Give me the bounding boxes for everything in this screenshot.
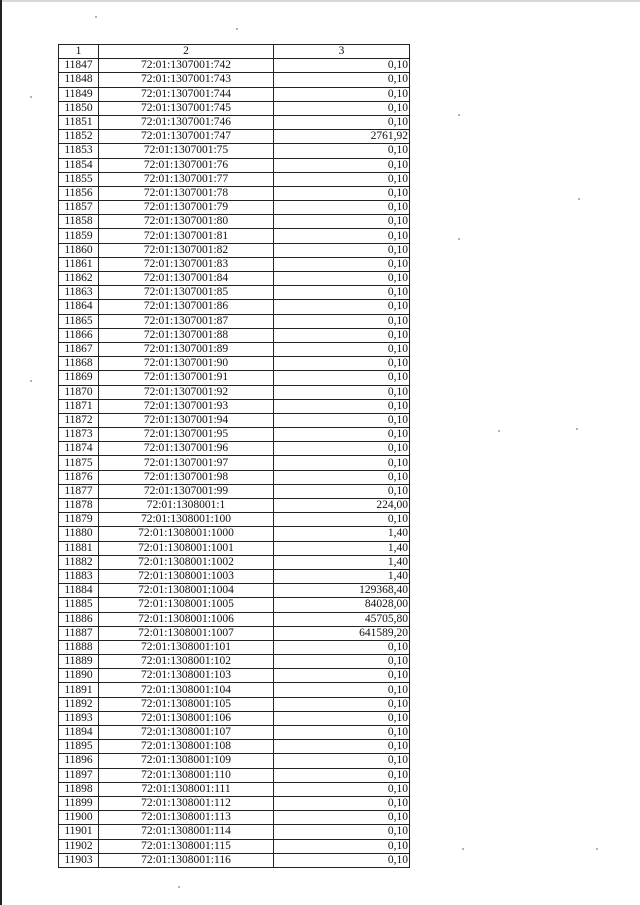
row-number-cell: 11866 (59, 328, 99, 342)
row-number-cell: 11852 (59, 130, 99, 144)
row-number-cell: 11877 (59, 484, 99, 498)
value-cell: 0,10 (274, 399, 410, 413)
table-row (59, 640, 410, 654)
table-row (59, 456, 410, 470)
value-cell: 0,10 (274, 796, 410, 810)
table-row (59, 768, 410, 782)
cadastral-number-cell: 72:01:1308001:1006 (99, 612, 274, 626)
value-cell: 1,40 (274, 569, 410, 583)
row-number-cell: 11870 (59, 385, 99, 399)
value-cell: 0,10 (274, 669, 410, 683)
cadastral-number-cell: 72:01:1307001:97 (99, 456, 274, 470)
row-number-cell: 11850 (59, 101, 99, 115)
table-row (59, 655, 410, 669)
cadastral-number-cell: 72:01:1307001:93 (99, 399, 274, 413)
value-cell: 0,10 (274, 428, 410, 442)
row-number-cell: 11848 (59, 73, 99, 87)
table-row (59, 796, 410, 810)
scan-speck (95, 16, 97, 18)
row-number-cell: 11863 (59, 286, 99, 300)
value-cell: 0,10 (274, 300, 410, 314)
table-row (59, 555, 410, 569)
value-cell: 0,10 (274, 484, 410, 498)
page-top-edge (0, 0, 640, 2)
cadastral-number-cell: 72:01:1308001:105 (99, 697, 274, 711)
value-cell: 0,10 (274, 513, 410, 527)
cadastral-number-cell: 72:01:1308001:1005 (99, 598, 274, 612)
value-cell: 0,10 (274, 853, 410, 867)
table-row (59, 527, 410, 541)
value-cell: 0,10 (274, 385, 410, 399)
cadastral-number-cell: 72:01:1307001:82 (99, 243, 274, 257)
row-number-cell: 11893 (59, 711, 99, 725)
cadastral-number-cell: 72:01:1307001:87 (99, 314, 274, 328)
scan-speck (498, 430, 500, 432)
value-cell: 45705,80 (274, 612, 410, 626)
value-cell: 0,10 (274, 115, 410, 129)
row-number-cell: 11894 (59, 726, 99, 740)
table-row (59, 612, 410, 626)
value-cell: 0,10 (274, 314, 410, 328)
row-number-cell: 11888 (59, 640, 99, 654)
table-row (59, 442, 410, 456)
row-number-cell: 11864 (59, 300, 99, 314)
table-row (59, 853, 410, 867)
row-number-cell: 11887 (59, 626, 99, 640)
value-cell: 0,10 (274, 59, 410, 73)
cadastral-number-cell: 72:01:1308001:1004 (99, 584, 274, 598)
row-number-cell: 11902 (59, 839, 99, 853)
cadastral-number-cell: 72:01:1308001:100 (99, 513, 274, 527)
table-row (59, 839, 410, 853)
table-row (59, 272, 410, 286)
table-row (59, 257, 410, 271)
cadastral-number-cell: 72:01:1307001:95 (99, 428, 274, 442)
value-cell: 0,10 (274, 640, 410, 654)
row-number-cell: 11890 (59, 669, 99, 683)
value-cell: 0,10 (274, 201, 410, 215)
row-number-cell: 11882 (59, 555, 99, 569)
table-row (59, 342, 410, 356)
value-cell: 224,00 (274, 499, 410, 513)
column-header-1: 1 (59, 45, 99, 59)
value-cell: 0,10 (274, 286, 410, 300)
value-cell: 0,10 (274, 357, 410, 371)
table-row (59, 541, 410, 555)
cadastral-number-cell: 72:01:1307001:83 (99, 257, 274, 271)
value-cell: 84028,00 (274, 598, 410, 612)
row-number-cell: 11903 (59, 853, 99, 867)
table-row (59, 328, 410, 342)
row-number-cell: 11889 (59, 655, 99, 669)
value-cell: 2761,92 (274, 130, 410, 144)
row-number-cell: 11878 (59, 499, 99, 513)
table-row (59, 499, 410, 513)
cadastral-number-cell: 72:01:1307001:78 (99, 186, 274, 200)
scan-speck (596, 848, 598, 850)
table-row (59, 683, 410, 697)
row-number-cell: 11857 (59, 201, 99, 215)
value-cell: 1,40 (274, 541, 410, 555)
table-row (59, 484, 410, 498)
cadastral-number-cell: 72:01:1308001:104 (99, 683, 274, 697)
cadastral-number-cell: 72:01:1307001:86 (99, 300, 274, 314)
cadastral-number-cell: 72:01:1308001:1 (99, 499, 274, 513)
cadastral-number-cell: 72:01:1308001:115 (99, 839, 274, 853)
cadastral-number-cell: 72:01:1307001:80 (99, 215, 274, 229)
row-number-cell: 11871 (59, 399, 99, 413)
value-cell: 0,10 (274, 782, 410, 796)
table-row (59, 357, 410, 371)
value-cell: 1,40 (274, 555, 410, 569)
value-cell: 0,10 (274, 442, 410, 456)
table-row (59, 115, 410, 129)
cadastral-number-cell: 72:01:1308001:103 (99, 669, 274, 683)
row-number-cell: 11855 (59, 172, 99, 186)
value-cell: 129368,40 (274, 584, 410, 598)
row-number-cell: 11874 (59, 442, 99, 456)
cadastral-number-cell: 72:01:1308001:1003 (99, 569, 274, 583)
cadastral-number-cell: 72:01:1308001:109 (99, 754, 274, 768)
table-row (59, 413, 410, 427)
row-number-cell: 11856 (59, 186, 99, 200)
table-header (59, 45, 410, 59)
cadastral-number-cell: 72:01:1307001:85 (99, 286, 274, 300)
cadastral-number-cell: 72:01:1308001:107 (99, 726, 274, 740)
cadastral-number-cell: 72:01:1307001:91 (99, 371, 274, 385)
value-cell: 0,10 (274, 73, 410, 87)
row-number-cell: 11861 (59, 257, 99, 271)
row-number-cell: 11853 (59, 144, 99, 158)
table-row (59, 470, 410, 484)
row-number-cell: 11867 (59, 342, 99, 356)
cadastral-number-cell: 72:01:1307001:94 (99, 413, 274, 427)
cadastral-number-cell: 72:01:1308001:1001 (99, 541, 274, 555)
scan-speck (236, 28, 238, 30)
row-number-cell: 11897 (59, 768, 99, 782)
row-number-cell: 11900 (59, 811, 99, 825)
cadastral-number-cell: 72:01:1307001:743 (99, 73, 274, 87)
row-number-cell: 11896 (59, 754, 99, 768)
table-row (59, 186, 410, 200)
value-cell: 0,10 (274, 243, 410, 257)
cadastral-number-cell: 72:01:1308001:113 (99, 811, 274, 825)
table-body (59, 59, 410, 868)
cadastral-number-cell: 72:01:1308001:1007 (99, 626, 274, 640)
cadastral-number-cell: 72:01:1308001:106 (99, 711, 274, 725)
cadastral-number-cell: 72:01:1307001:88 (99, 328, 274, 342)
table-row (59, 158, 410, 172)
scan-speck (576, 428, 578, 430)
cadastral-number-cell: 72:01:1307001:746 (99, 115, 274, 129)
table-row (59, 87, 410, 101)
value-cell: 0,10 (274, 825, 410, 839)
row-number-cell: 11899 (59, 796, 99, 810)
value-cell: 0,10 (274, 229, 410, 243)
row-number-cell: 11869 (59, 371, 99, 385)
table-row (59, 130, 410, 144)
cadastral-number-cell: 72:01:1308001:112 (99, 796, 274, 810)
table-row (59, 825, 410, 839)
table-row (59, 215, 410, 229)
table-row (59, 229, 410, 243)
cadastral-number-cell: 72:01:1308001:1000 (99, 527, 274, 541)
cadastral-number-cell: 72:01:1307001:90 (99, 357, 274, 371)
cadastral-number-cell: 72:01:1308001:116 (99, 853, 274, 867)
scan-speck (458, 238, 460, 240)
scan-speck (578, 198, 580, 200)
value-cell: 0,10 (274, 811, 410, 825)
value-cell: 641589,20 (274, 626, 410, 640)
value-cell: 0,10 (274, 413, 410, 427)
row-number-cell: 11898 (59, 782, 99, 796)
cadastral-number-cell: 72:01:1308001:102 (99, 655, 274, 669)
value-cell: 0,10 (274, 697, 410, 711)
value-cell: 0,10 (274, 740, 410, 754)
table-row (59, 740, 410, 754)
row-number-cell: 11847 (59, 59, 99, 73)
table-row (59, 201, 410, 215)
value-cell: 0,10 (274, 186, 410, 200)
row-number-cell: 11862 (59, 272, 99, 286)
value-cell: 1,40 (274, 527, 410, 541)
row-number-cell: 11886 (59, 612, 99, 626)
table-row (59, 385, 410, 399)
value-cell: 0,10 (274, 371, 410, 385)
value-cell: 0,10 (274, 726, 410, 740)
value-cell: 0,10 (274, 101, 410, 115)
cadastral-number-cell: 72:01:1307001:89 (99, 342, 274, 356)
value-cell: 0,10 (274, 328, 410, 342)
row-number-cell: 11859 (59, 229, 99, 243)
parcel-registry-table (58, 44, 410, 868)
cadastral-number-cell: 72:01:1308001:101 (99, 640, 274, 654)
row-number-cell: 11854 (59, 158, 99, 172)
cadastral-number-cell: 72:01:1307001:79 (99, 201, 274, 215)
value-cell: 0,10 (274, 272, 410, 286)
value-cell: 0,10 (274, 683, 410, 697)
cadastral-number-cell: 72:01:1307001:84 (99, 272, 274, 286)
column-header-2: 2 (99, 45, 274, 59)
cadastral-number-cell: 72:01:1307001:92 (99, 385, 274, 399)
row-number-cell: 11901 (59, 825, 99, 839)
value-cell: 0,10 (274, 158, 410, 172)
row-number-cell: 11883 (59, 569, 99, 583)
row-number-cell: 11868 (59, 357, 99, 371)
table-row (59, 286, 410, 300)
table-row (59, 754, 410, 768)
row-number-cell: 11879 (59, 513, 99, 527)
cadastral-number-cell: 72:01:1307001:75 (99, 144, 274, 158)
cadastral-number-cell: 72:01:1308001:1002 (99, 555, 274, 569)
row-number-cell: 11884 (59, 584, 99, 598)
table-row (59, 101, 410, 115)
row-number-cell: 11891 (59, 683, 99, 697)
scan-speck (462, 848, 464, 850)
table-row (59, 811, 410, 825)
cadastral-number-cell: 72:01:1308001:114 (99, 825, 274, 839)
table-row (59, 626, 410, 640)
table-row (59, 726, 410, 740)
value-cell: 0,10 (274, 768, 410, 782)
cadastral-number-cell: 72:01:1307001:744 (99, 87, 274, 101)
cadastral-number-cell: 72:01:1307001:96 (99, 442, 274, 456)
value-cell: 0,10 (274, 87, 410, 101)
cadastral-number-cell: 72:01:1308001:108 (99, 740, 274, 754)
scan-speck (30, 96, 32, 98)
table-row (59, 144, 410, 158)
page-left-edge (0, 0, 2, 905)
row-number-cell: 11875 (59, 456, 99, 470)
scan-speck (458, 114, 460, 116)
table-row (59, 59, 410, 73)
table-row (59, 584, 410, 598)
table-row (59, 428, 410, 442)
row-number-cell: 11851 (59, 115, 99, 129)
value-cell: 0,10 (274, 754, 410, 768)
cadastral-number-cell: 72:01:1307001:98 (99, 470, 274, 484)
cadastral-number-cell: 72:01:1307001:99 (99, 484, 274, 498)
cadastral-number-cell: 72:01:1307001:742 (99, 59, 274, 73)
cadastral-number-cell: 72:01:1307001:77 (99, 172, 274, 186)
cadastral-number-cell: 72:01:1307001:81 (99, 229, 274, 243)
column-header-3: 3 (274, 45, 410, 59)
table-row (59, 371, 410, 385)
value-cell: 0,10 (274, 711, 410, 725)
scan-speck (178, 886, 180, 888)
value-cell: 0,10 (274, 215, 410, 229)
row-number-cell: 11895 (59, 740, 99, 754)
row-number-cell: 11881 (59, 541, 99, 555)
cadastral-number-cell: 72:01:1307001:76 (99, 158, 274, 172)
cadastral-number-cell: 72:01:1308001:111 (99, 782, 274, 796)
value-cell: 0,10 (274, 470, 410, 484)
value-cell: 0,10 (274, 839, 410, 853)
table-row (59, 73, 410, 87)
scan-speck (30, 380, 32, 382)
row-number-cell: 11880 (59, 527, 99, 541)
value-cell: 0,10 (274, 342, 410, 356)
cadastral-number-cell: 72:01:1307001:745 (99, 101, 274, 115)
row-number-cell: 11872 (59, 413, 99, 427)
row-number-cell: 11892 (59, 697, 99, 711)
table-row (59, 399, 410, 413)
table-row (59, 697, 410, 711)
cadastral-number-cell: 72:01:1308001:110 (99, 768, 274, 782)
table-row (59, 782, 410, 796)
cadastral-number-cell: 72:01:1307001:747 (99, 130, 274, 144)
row-number-cell: 11860 (59, 243, 99, 257)
table-row (59, 314, 410, 328)
row-number-cell: 11865 (59, 314, 99, 328)
value-cell: 0,10 (274, 144, 410, 158)
row-number-cell: 11849 (59, 87, 99, 101)
value-cell: 0,10 (274, 655, 410, 669)
value-cell: 0,10 (274, 172, 410, 186)
table-row (59, 598, 410, 612)
table-row (59, 711, 410, 725)
header-row (59, 45, 410, 59)
table-row (59, 669, 410, 683)
table-row (59, 172, 410, 186)
table-row (59, 243, 410, 257)
value-cell: 0,10 (274, 257, 410, 271)
value-cell: 0,10 (274, 456, 410, 470)
row-number-cell: 11876 (59, 470, 99, 484)
row-number-cell: 11858 (59, 215, 99, 229)
row-number-cell: 11885 (59, 598, 99, 612)
table-row (59, 513, 410, 527)
row-number-cell: 11873 (59, 428, 99, 442)
table-row (59, 569, 410, 583)
table-row (59, 300, 410, 314)
